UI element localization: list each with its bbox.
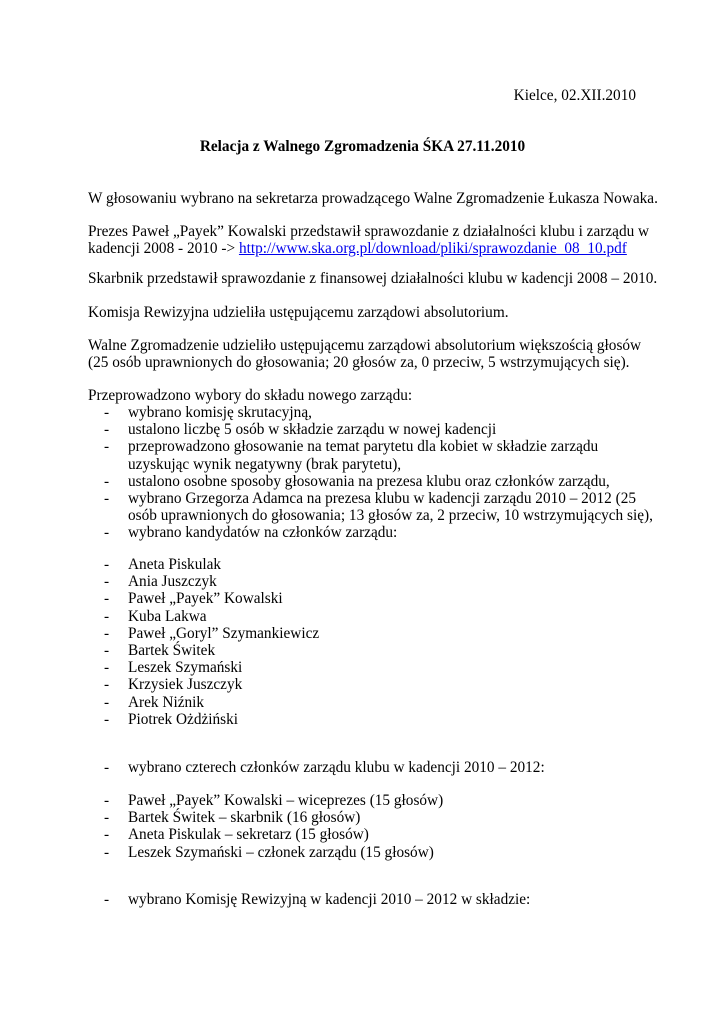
bullet-dash: -	[104, 891, 110, 908]
list-item-text: ustalono osobne sposoby głosowania na prezesa klubu oraz członków zarządu,	[128, 472, 610, 490]
list-item-text: ustalono liczbę 5 osób w składzie zarządu w nowej kadencji	[128, 421, 497, 439]
bullet-dash: -	[104, 759, 110, 776]
board-member: Leszek Szymański – członek zarządu (15 głosów)	[128, 843, 434, 861]
list-item	[104, 438, 653, 472]
bullet-dash: -	[104, 404, 110, 421]
paragraph-line: Walne Zgromadzenie udzieliło ustępującemu zarządowi absolutorium większością głosów	[88, 337, 642, 354]
bullet-dash: -	[104, 792, 110, 809]
board-member: Paweł „Payek” Kowalski – wiceprezes (15 głosów)	[128, 792, 444, 809]
board-member-list	[104, 792, 443, 861]
list-item	[104, 590, 319, 607]
list-item-text: wybrano komisję skrutacyjną,	[128, 404, 312, 421]
list-item	[104, 844, 443, 861]
list-item-text: uzyskując wynik negatywny (brak parytetu),	[128, 455, 402, 473]
paragraph-text: W głosowaniu wybrano na sekretarza prowadzącego Walne Zgromadzenie Łukasza Nowaka.	[88, 190, 658, 207]
paragraph-line: Prezes Paweł „Payek” Kowalski przedstawił sprawozdanie z działalności klubu i zarządu w	[88, 223, 650, 240]
list-item-text: wybrano kandydatów na członków zarządu:	[128, 524, 398, 542]
list-item	[104, 891, 530, 908]
list-item-text: osób uprawnionych do głosowania; 13 głosów za, 2 przeciw, 10 wstrzymujących się),	[128, 507, 653, 525]
bullet-dash: -	[104, 676, 110, 694]
paragraph-secretary	[88, 190, 658, 207]
list-item	[104, 556, 319, 573]
list-item-text: wybrano czterech członków zarządu klubu w kadencji 2010 – 2012:	[128, 759, 545, 776]
bullet-dash: -	[104, 438, 110, 456]
audit-heading-list	[104, 891, 530, 908]
bullet-dash: -	[104, 421, 110, 439]
candidate-name: Aneta Piskulak	[128, 556, 222, 573]
paragraph-line-prefix: kadencji 2008 - 2010 ->	[88, 240, 239, 258]
list-item-text: wybrano Komisję Rewizyjną w kadencji 2010 – 2012 w składzie:	[128, 891, 531, 908]
candidate-name: Ania Juszczyk	[128, 573, 217, 591]
bullet-dash: -	[104, 642, 110, 660]
document-title: Relacja z Walnego Zgromadzenia ŚKA 27.11.2010	[199, 138, 526, 155]
candidate-name: Paweł „Payek” Kowalski	[128, 590, 283, 608]
list-item	[104, 524, 653, 541]
candidate-name: Arek Niźnik	[128, 693, 205, 711]
candidate-name: Krzysiek Juszczyk	[128, 676, 243, 694]
candidate-name: Leszek Szymański	[128, 659, 243, 677]
list-item	[104, 642, 319, 659]
paragraph-president-report	[88, 223, 648, 257]
bullet-dash: -	[104, 590, 110, 608]
list-item	[104, 421, 653, 438]
bullet-dash: -	[104, 624, 110, 642]
candidate-name: Bartek Świtek	[128, 642, 216, 660]
list-item-text: przeprowadzono głosowanie na temat parytetu dla kobiet w składzie zarządu	[128, 438, 599, 456]
bullet-dash: -	[104, 826, 110, 844]
bullet-dash: -	[104, 573, 110, 591]
paragraph-elections-intro	[88, 387, 648, 404]
candidate-name: Paweł „Goryl” Szymankiewicz	[128, 624, 320, 642]
list-item	[104, 625, 319, 642]
candidate-name: Kuba Lakwa	[128, 607, 207, 625]
bullet-dash: -	[104, 809, 110, 827]
list-item-text: wybrano Grzegorza Adamca na prezesa klubu w kadencji zarządu 2010 – 2012 (25	[128, 490, 636, 508]
bullet-dash: -	[104, 472, 110, 490]
paragraph-acknowledgment-vote	[88, 337, 648, 371]
board-member: Bartek Świtek – skarbnik (16 głosów)	[128, 809, 361, 827]
list-item	[104, 608, 319, 625]
bullet-dash: -	[104, 659, 110, 677]
list-item	[104, 490, 653, 524]
board-heading-list	[104, 759, 545, 776]
bullet-dash: -	[104, 524, 110, 542]
paragraph-text: Skarbnik przedstawił sprawozdanie z finansowej działalności klubu w kadencji 2008 – 2010.	[88, 270, 658, 287]
list-item	[104, 809, 443, 826]
paragraph-audit-committee	[88, 304, 648, 321]
list-item	[104, 676, 319, 693]
paragraph-text: Komisja Rewizyjna udzieliła ustępującemu zarządowi absolutorium.	[88, 304, 509, 321]
list-item	[104, 759, 545, 776]
report-pdf-link[interactable]: http://www.ska.org.pl/download/pliki/sprawozdanie_08_10.pdf	[238, 240, 627, 258]
bullet-dash: -	[104, 490, 110, 508]
paragraph-treasurer-report	[88, 270, 658, 287]
bullet-dash: -	[104, 843, 110, 861]
list-item	[104, 711, 319, 728]
bullet-dash: -	[104, 710, 110, 728]
list-item	[104, 573, 319, 590]
list-item	[104, 792, 443, 809]
list-item	[104, 404, 653, 421]
bullet-dash: -	[104, 556, 110, 573]
bullet-dash: -	[104, 607, 110, 625]
paragraph-line: (25 osób uprawnionych do głosowania; 20 głosów za, 0 przeciw, 5 wstrzymujących się).	[88, 354, 630, 372]
list-item	[104, 473, 653, 490]
candidate-list	[104, 556, 319, 728]
paragraph-line	[88, 240, 648, 257]
bullet-dash: -	[104, 693, 110, 711]
list-item	[104, 694, 319, 711]
candidate-name: Piotrek Ożdżiński	[128, 710, 239, 728]
list-item	[104, 826, 443, 843]
place-date: Kielce, 02.XII.2010	[513, 87, 636, 104]
board-member: Aneta Piskulak – sekretarz (15 głosów)	[128, 826, 369, 844]
paragraph-text: Przeprowadzono wybory do składu nowego zarządu:	[88, 387, 413, 404]
election-list	[104, 404, 653, 542]
list-item	[104, 659, 319, 676]
